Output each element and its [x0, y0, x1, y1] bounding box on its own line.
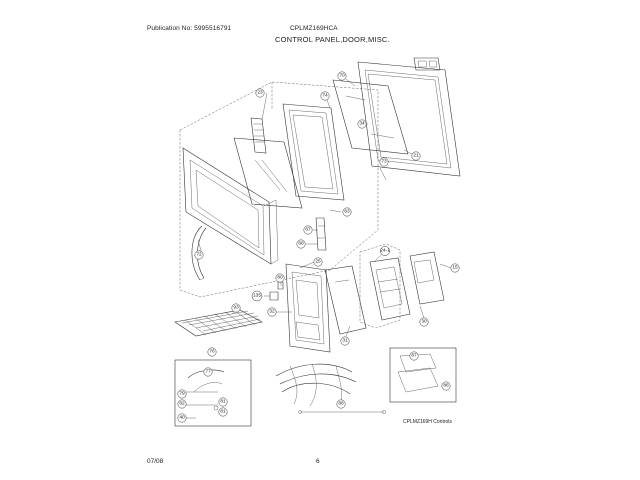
callout-label: 81: [220, 409, 226, 415]
model-number: CPLMZ169HCA: [290, 25, 338, 32]
callout-label: 86: [443, 383, 449, 389]
callout-label: 23: [257, 90, 263, 96]
callout-label: 31: [342, 338, 348, 344]
display-board: [410, 252, 444, 304]
callout-label: 68: [298, 241, 304, 247]
callout-label: 93: [233, 305, 239, 311]
callout-label: 63: [344, 209, 350, 215]
callout-label: 25: [315, 259, 321, 265]
callout-label: 88: [338, 401, 344, 407]
diagram-caption: CPLMZ169H Controls: [403, 419, 452, 425]
callout-label: 79: [179, 391, 185, 397]
callout-label: 30: [421, 319, 427, 325]
callout-label: 70: [339, 73, 345, 79]
inner-door-frame: [283, 104, 344, 200]
control-panel-frame: [286, 264, 330, 352]
door-screen: [234, 138, 302, 208]
hinge-bracket: [316, 218, 326, 250]
callout-label: 40: [179, 415, 185, 421]
callout-label: 81: [220, 399, 226, 405]
oven-rack: [175, 310, 262, 336]
wire-harness: [276, 364, 386, 414]
callout-label: 135: [252, 293, 262, 299]
callout-label: 21: [413, 153, 419, 159]
choke-strip: [251, 118, 266, 153]
publication-number: Publication No: 5995516791: [147, 25, 232, 32]
literature-box: [390, 348, 456, 402]
door-assembly-outline: [180, 82, 378, 297]
callout-label: 76: [209, 349, 215, 355]
part-80: [278, 282, 283, 289]
callout-label: 32: [269, 309, 275, 315]
control-board: [370, 258, 410, 320]
door-outer-frame: [358, 62, 460, 176]
callout-label: 77: [205, 369, 211, 375]
parts-bag-box: [175, 360, 251, 426]
callout-label: 24-1: [380, 248, 390, 254]
footer-page-number: 6: [316, 458, 320, 465]
page-title: CONTROL PANEL,DOOR,MISC.: [275, 35, 390, 44]
callout-label: 74: [322, 93, 328, 99]
door-front-panel: [183, 148, 278, 264]
control-board-outline: [360, 244, 400, 328]
callout-label: 67: [305, 227, 311, 233]
callout-label: 34: [359, 121, 365, 127]
footer-date: 07/08: [147, 458, 164, 465]
callout-label: 15: [452, 265, 458, 271]
switch-part-135: [270, 292, 278, 300]
callout-label: 80: [277, 275, 283, 281]
callout-label: 87: [411, 353, 417, 359]
callout-label: 82: [179, 401, 185, 407]
callout-label: 72: [196, 252, 202, 258]
callout-label: 73: [381, 159, 387, 165]
